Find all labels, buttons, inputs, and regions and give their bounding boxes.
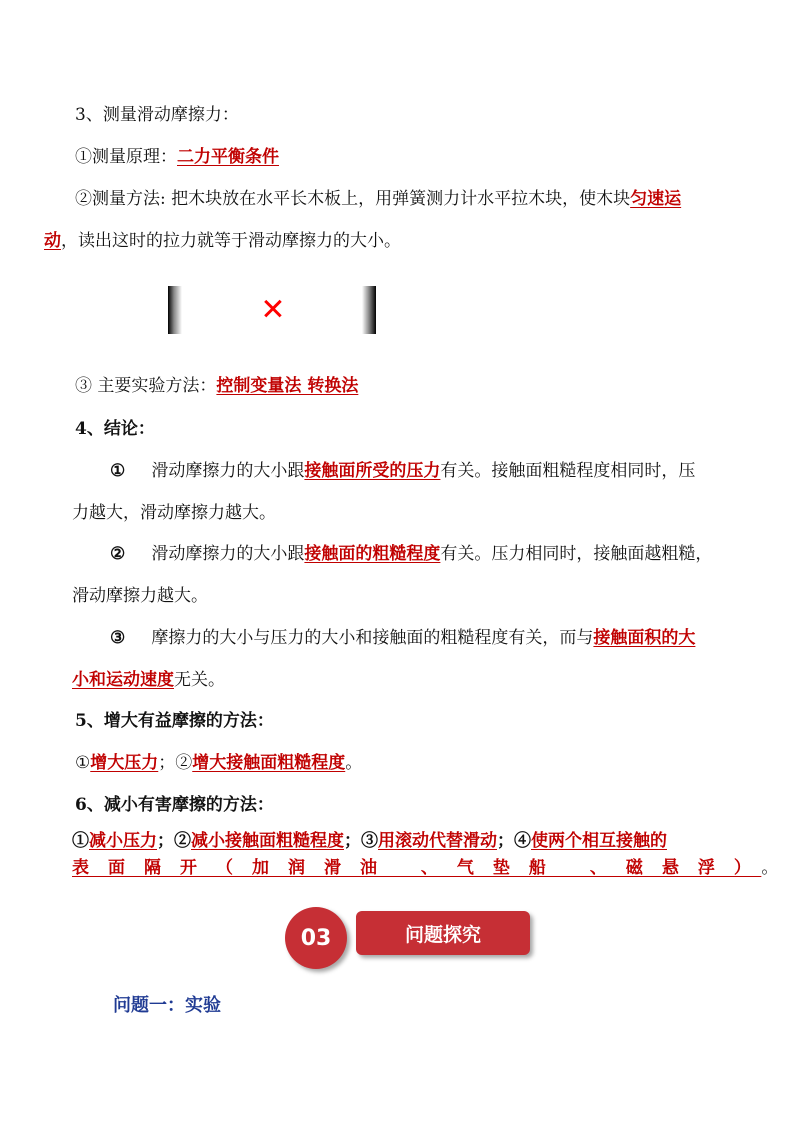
principle-answer: 二力平衡条件 bbox=[177, 147, 279, 167]
s6-answer-2: 减小接触面粗糙程度 bbox=[191, 831, 344, 851]
s6-answer-5: 表面隔开（加润滑油 、气垫船 、磁悬浮） bbox=[72, 858, 762, 878]
conclusion-3-text-a: 摩擦力的大小与压力的大小和接触面的粗糙程度有关，而与 bbox=[151, 628, 594, 648]
conclusion-1-line-2: 力越大，滑动摩擦力越大。 bbox=[72, 503, 276, 523]
section-title-badge: 问题探究 bbox=[356, 911, 530, 955]
experiment-method-label: ③ 主要实验方法： bbox=[75, 376, 217, 396]
principle-label: ①测量原理： bbox=[75, 147, 177, 167]
method-answer-2: 动 bbox=[44, 231, 61, 251]
s5-end: 。 bbox=[345, 753, 363, 773]
s6-answer-4: 使两个相互接触的 bbox=[531, 831, 667, 851]
method-answer-1: 匀速运 bbox=[630, 189, 682, 209]
conclusion-1-answer: 接触面所受的压力 bbox=[304, 461, 441, 481]
method-line-2 bbox=[44, 230, 401, 252]
s6-num-4: ；④ bbox=[497, 831, 531, 851]
method-text-1: ②测量方法: 把木块放在水平长木板上，用弹簧测力计水平拉木块，使木块 bbox=[75, 189, 631, 209]
section-3-heading: 3、测量滑动摩擦力： bbox=[75, 105, 239, 125]
experiment-method-answer: 控制变量法 转换法 bbox=[216, 376, 359, 396]
conclusion-1-line-1 bbox=[110, 460, 695, 482]
s6-answer-3: 用滚动代替滑动 bbox=[378, 831, 497, 851]
s6-num-3: ；③ bbox=[344, 831, 378, 851]
method-text-2: ，读出这时的拉力就等于滑动摩擦力的大小。 bbox=[61, 231, 401, 251]
s6-num-2: ；② bbox=[157, 831, 191, 851]
method-line-1 bbox=[75, 188, 681, 210]
conclusion-2-text-a: 滑动摩擦力的大小跟 bbox=[151, 544, 305, 564]
s6-answer-1: 减小压力 bbox=[89, 831, 157, 851]
section-6-line-2 bbox=[72, 857, 778, 879]
conclusion-3-answer-2: 小和运动速度 bbox=[72, 670, 174, 690]
conclusion-2-line-2: 滑动摩擦力越大。 bbox=[72, 586, 208, 606]
section-6-line-1 bbox=[72, 830, 667, 852]
conclusion-2-text-b: 有关。压力相同时，接触面越粗糙， bbox=[440, 544, 713, 564]
question-title: 问题一：实验 bbox=[113, 995, 221, 1016]
conclusion-3-text-b: 无关。 bbox=[174, 670, 225, 690]
conclusion-1-text-a: 滑动摩擦力的大小跟 bbox=[151, 461, 305, 481]
conclusion-3-number: ③ bbox=[110, 628, 126, 648]
section-5-line bbox=[75, 752, 362, 774]
section-6-heading: 6、减小有害摩擦的方法： bbox=[75, 795, 274, 815]
conclusion-3-line-1 bbox=[110, 627, 695, 649]
experiment-figure bbox=[168, 286, 376, 334]
s5-num-1: ① bbox=[75, 753, 91, 773]
section-number-badge: 03 bbox=[285, 907, 347, 969]
s6-end: 。 bbox=[761, 858, 779, 878]
conclusion-1-number: ① bbox=[110, 461, 126, 481]
conclusion-2-number: ② bbox=[110, 544, 126, 564]
section-4-heading: 4、结论： bbox=[75, 419, 155, 439]
conclusion-2-answer: 接触面的粗糙程度 bbox=[304, 544, 441, 564]
conclusion-1-text-b: 有关。接触面粗糙程度相同时，压 bbox=[440, 461, 696, 481]
s6-num-1: ① bbox=[72, 831, 89, 851]
experiment-method-line bbox=[75, 375, 358, 397]
conclusion-2-line-1 bbox=[110, 543, 712, 565]
s5-answer-1: 增大压力 bbox=[90, 753, 159, 773]
s5-answer-2: 增大接触面粗糙程度 bbox=[192, 753, 346, 773]
s5-sep: ；② bbox=[158, 753, 193, 773]
conclusion-3-line-2 bbox=[72, 669, 225, 691]
red-x-icon: ✕ bbox=[260, 292, 284, 328]
section-5-heading: 5、增大有益摩擦的方法： bbox=[75, 711, 274, 731]
principle-line bbox=[75, 146, 279, 168]
conclusion-3-answer-1: 接触面积的大 bbox=[593, 628, 696, 648]
